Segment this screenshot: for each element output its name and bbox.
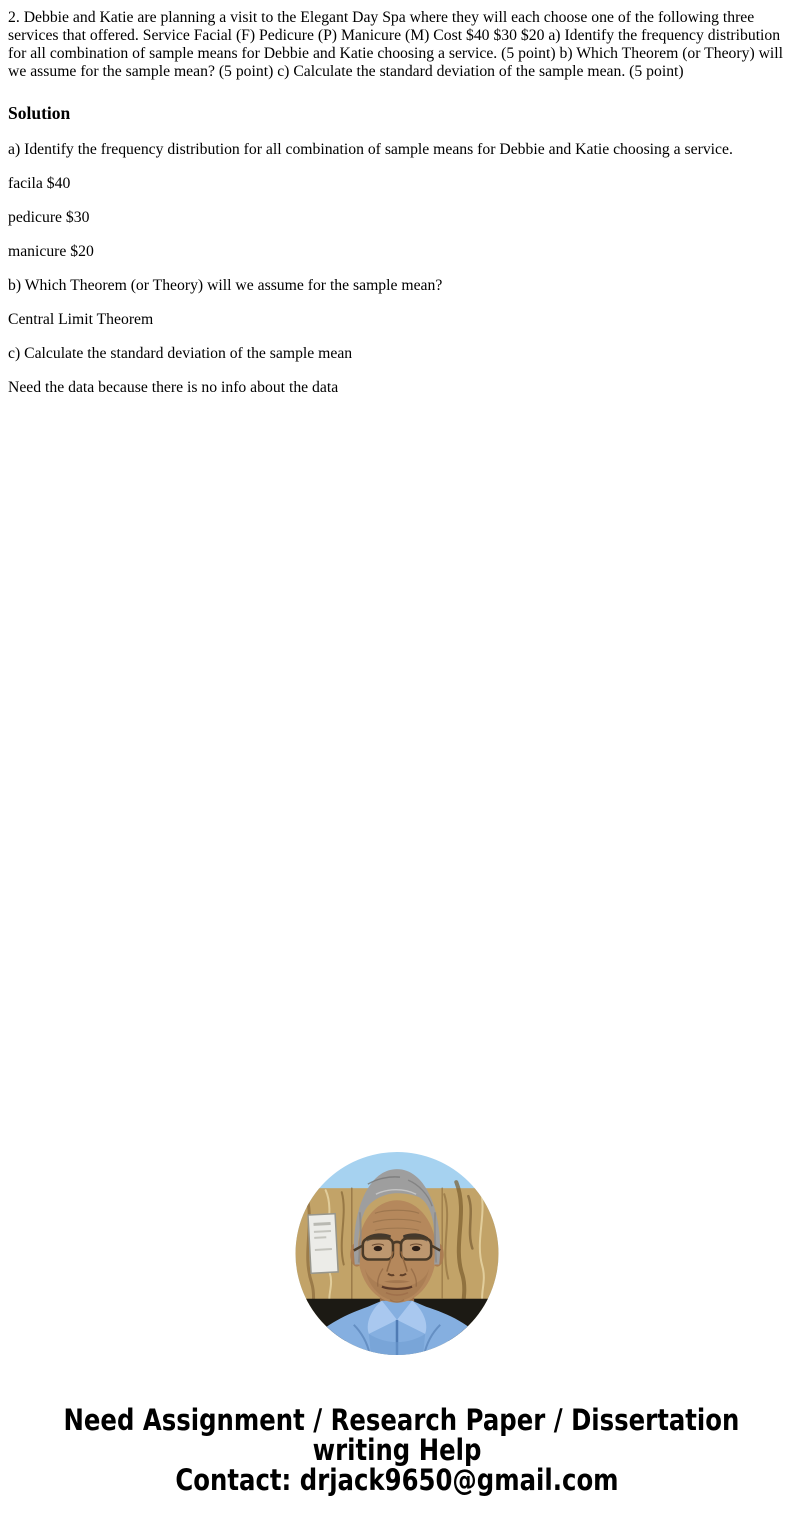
solution-answer-b: Central Limit Theorem <box>8 311 154 328</box>
solution-step-a: a) Identify the frequency distribution for all combination of sample means for Debbie and Katie choosing a service. <box>8 141 733 158</box>
footer-banner <box>63 1403 740 1497</box>
solution-answer-c: Need the data because there is no info about the data <box>8 379 339 396</box>
solution-price-pedicure: pedicure $30 <box>8 209 90 226</box>
solution-price-manicure: manicure $20 <box>8 243 94 260</box>
question-text: 2. Debbie and Katie are planning a visit to the Elegant Day Spa where they will each choose one of the following three services that offered. Service Facial (F) Pedicure (P) Manicure (M) Cost $40 $30 $20 a) Identify the frequency distribution for all combination of sample means for Debbie and Katie choosing a service. (5 point) b) Which Theorem (or Theory) will we assume for the sample mean? (5 point) c) Calculate the standard deviation of the sample mean. (5 point) <box>8 9 783 80</box>
solution-step-b: b) Which Theorem (or Theory) will we assume for the sample mean? <box>8 277 443 294</box>
solution-price-facial: facila $40 <box>8 175 71 192</box>
tutor-avatar <box>296 1152 499 1355</box>
footer-help-line-2: writing Help <box>312 1433 482 1467</box>
solution-step-c: c) Calculate the standard deviation of the sample mean <box>8 345 353 362</box>
footer-help-line-1: Need Assignment / Research Paper / Dissertation <box>63 1403 740 1437</box>
tutor-portrait-image <box>296 1152 499 1355</box>
solution-heading: Solution <box>8 103 71 123</box>
footer-contact: Contact: drjack9650@gmail.com <box>175 1463 619 1497</box>
wall-certificate <box>308 1214 338 1274</box>
qa-content <box>0 0 794 397</box>
